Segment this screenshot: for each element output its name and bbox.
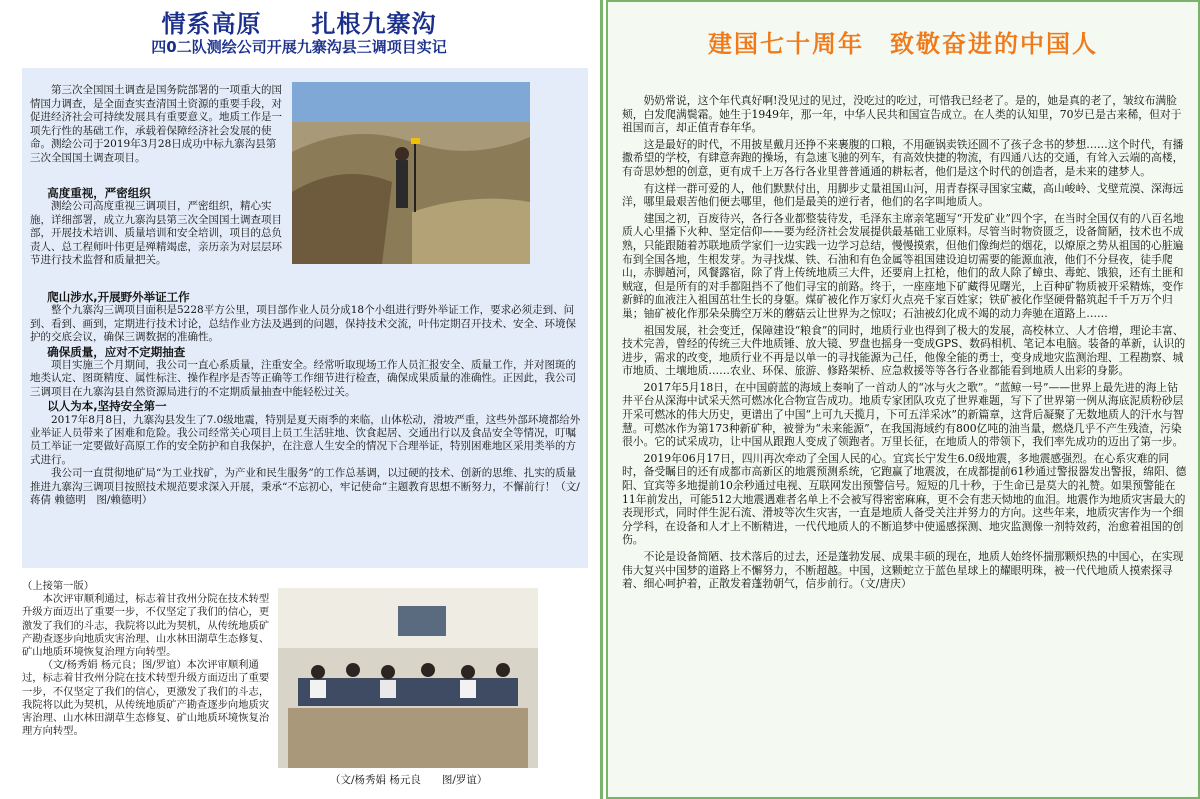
section-heading: 爬山涉水,开展野外举证工作 [47, 290, 190, 304]
body-paragraph: 2019年06月17日，四川再次牵动了全国人民的心。宜宾长宁发生6.0级地震，多地震感强烈。在心系灾难的同时，备受瞩目的还有成都市高新区的地震预测系统，它跑赢了地震波，在成都提前61秒通过警报器发出警报，绵阳、德阳、宜宾等多地提前10余秒通过电视、互联网发出预警信号。短短的几十秒，于生命已是莫大的礼赞。如果预警能在11年前发出，可能512大地震遇难者名单上不会被写得密密麻麻，更不会有悲天恸地的血泪。地震作为地质灾害最大的表现形式，同时伴生泥石流、滑坡等次生灾害，一直是地质人备受关注并努力的方向。这些年来，地质灾害作为一个细分学科，在设备和人才上不断精进，一代代地质人的不断追梦中使遥感探测、地灾监测像一剂特效药，治愈着祖国的创伤。 [622, 451, 1187, 547]
body-paragraph: 这是最好的时代，不用披星戴月还挣不来裹腹的口粮，不用砸锅卖铁还圆不了孩子念书的梦想……这个时代，有播撒希望的学校，有肆意奔跑的操场，有急速飞驰的列车，有高效快捷的物流，有四通八达的交通，有耸入云端的高楼，有奇思妙想的创意，更有成千上万各行各业里普普通通的耕耘者，他们是这个时代的创造者，是未来的建梦人。 [622, 137, 1184, 178]
continued-label: （上接第一版） [22, 580, 95, 592]
body-paragraph: 奶奶常说，这个年代真好啊!没见过的见过，没吃过的吃过，可惜我已经老了。是的，她是真的老了，皱纹布满脸颊，白发爬满鬓霜。她生于1949年，那一年，中华人民共和国宣告成立。在人类的认知里，70岁已是古来稀，但对于祖国而言，却正值青春年华。 [622, 94, 1182, 135]
continued-signature: （文/杨秀娟 杨元良 图/罗谊） [330, 774, 488, 786]
closing-paragraph: 我公司一直贯彻地矿局“为工业找矿，为产业和民生服务”的工作总基调，以过硬的技术、创新的思维、扎实的质量推进九寨沟三调项目按照技术规范要求深入开展，秉承“不忘初心，牢记使命”主题教育思想不断努力，不懈前行！（文/蒋倩 赖德明 图/赖德明） [30, 467, 580, 507]
right-article-panel [606, 0, 1200, 799]
left-article-panel [0, 0, 598, 799]
intro-paragraph: 第三次全国国土调查是国务院部署的一项重大的国情国力调查，是全面查实查清国土资源的重要手段，对促进经济社会可持续发展具有重要意义。地质工作是一项先行性的基础工作，承载着保障经济社会发展的使命。测绘公司于2019年3月28日成功中标九寨沟县第三次全国国土调查项目。 [30, 84, 282, 164]
continued-text: （文/杨秀娟 杨元良；图/罗谊）本次评审顺利通过，标志着甘孜州分院在技术转型升级方面迈出了重要一步，不仅坚定了我们的信心，更激发了我们的斗志，我院将以此为契机，从传统地质矿产勘查逐步向地质灾害治理、山水林田湖草生态修复、矿山地质环境恢复治理方向转型。 [22, 659, 270, 738]
right-article-title: 建国七十周年 致敬奋进的中国人 [708, 30, 1098, 58]
surveyor-hillside-photo [292, 82, 530, 264]
right-article-body [622, 94, 1188, 594]
column-divider [600, 0, 603, 799]
section-text: 整个九寨沟三调项目面积是5228平方公里，项目部作业人员分成18个小组进行野外举证工作，要求必须走到、问到、看到、画到，定期进行技术讨论，总结作业方法及遇到的问题，保持技术交流，叶伟定期召开技术、安全、环境保护的交底会议，确保三调数据的准确性。 [30, 304, 576, 344]
body-paragraph: 不论是设备简陋、技术落后的过去，还是蓬勃发展、成果丰硕的现在，地质人始终怀揣那颗炽热的中国心，在实现伟大复兴中国梦的道路上不懈努力，不断超越。中国，这颗蛇立于蓝色星球上的耀眼明珠，被一代代地质人摸索探寻着、细心呵护着，正散发着蓬勃朝气，信步前行。（文/唐庆） [622, 550, 1184, 591]
section-text: 2017年8月8日，九寨沟县发生了7.0级地震，特别是夏天雨季的来临，山体松动，滑坡严重，这些外部环境都给外业举证人员带来了困难和危险。我公司经常关心项目上员工生活驻地、饮食起居、交通出行以及食品安全等情况，叮嘱员工举证一定要做好高原工作的安全防护和自我保护，在注意人生安全的情况下合理举证，特别困难地区采用类举的方式进行。 [30, 413, 581, 466]
meeting-room-photo [278, 588, 538, 768]
body-paragraph: 建国之初，百废待兴，各行各业都整装待发，毛泽东主席亲笔题写“开发矿业”四个字，在当时全国仅有的八百名地质人心里播下火种、坚定信仰——要为经济社会发展提供最基础工业原料。尽管当时物资匮乏，设备简陋，技术也不成熟，只能跟随着苏联地质学家们一边实践一边学习总结，慢慢摸索，但他们像绚烂的烟花，以燎原之势从祖国的心脏遍布到全国各地，生根发芽。为寻找煤、铁、石油和有色金属等祖国建设迫切需要的能源血液，他们不分昼夜，徒手爬山，赤脚趟河，风餐露宿，除了背上传统地质三大件，还要肩上扛枪，他们的敌人除了蟑虫、毒蛇、饿狼，还有土匪和贼寇，但是所有的对手都阻挡不了他们寻宝的前路。终于，一座座地下矿藏得见曙光，上百种矿物质被开采精炼，变作新鲜的血液注入祖国茁壮生长的身躯。煤矿被化作万家灯火点亮千家百姓家；铁矿被化作坚硬骨骼筑起千千万万个归巢；铀矿被化作那朵朵腾空万米的蘑菇云让世界为之惊叹；石油被幻化成不竭的动力奔驰在道路上…… [622, 211, 1184, 320]
section-text: 项目实施三个月期间，我公司一直心系质量，注重安全。经常听取现场工作人员汇报安全、质量工作，并对图斑的地类认定、图斑精度、属性标注、操作程序是否等正确等工作细节进行检查，确保成果质量的准确性。正因此，我公司三调项目在九寨沟县自然资源局进行的不定期质量抽查中能轻松过关。 [30, 359, 576, 398]
section-heading: 高度重视，严密组织 [47, 186, 151, 200]
continued-text: 本次评审顺利通过，标志着甘孜州分院在技术转型升级方面迈出了重要一步，不仅坚定了我们的信心，更激发了我们的斗志，我院将以此为契机，从传统地质矿产勘查逐步向地质灾害治理、山水林田湖草生态修复、矿山地质环境恢复治理方向转型。 [22, 593, 270, 659]
section-1 [30, 186, 284, 267]
continued-article [22, 580, 276, 776]
section-2 [30, 290, 582, 508]
body-paragraph: 祖国发展，社会变迁，保障建设“粮食”的同时，地质行业也得到了极大的发展，高校林立、人才倍增，理论丰富、技术完善，曾经的传统三大件地质锤、放大镜、罗盘也摇身一变成GPS、数码相机、笔记本电脑。装备的革新，认识的进步，需求的改变，地质行业不再是以单一的寻找能源为己任，他像全能的勇士，变身成地灾监测治理、工程勘察、城市地质、土壤地质……农业、环保、旅游、修路架桥、应急救援等等各行各业都能看到地质人出彩的身影。 [622, 323, 1186, 378]
left-article-title: 情系高原 扎根九寨沟 [161, 10, 437, 38]
section-text: 测绘公司高度重视三调项目，严密组织，精心实施，详细部署，成立九寨沟县第三次全国国土调查项目部，开展技术培训、质量培训和安全培训，项目的总负责人、总工程师叶伟更是殚精竭虑，亲历亲为对层层环节进行技术监督和质量把关。 [30, 200, 282, 267]
left-article-subtitle: 四0二队测绘公司开展九寨沟县三调项目实记 [151, 38, 447, 56]
section-heading: 确保质量，应对不定期抽查 [47, 344, 186, 359]
body-paragraph: 2017年5月18日，在中国蔚蓝的海域上奏响了一首动人的“冰与火之歌”。“蓝鲸一号”——世界上最先进的海上钻井平台从深海中试采天然可燃冰化合物宣告成功。地质专家团队攻克了世界难题，写下了世界第一例从海底泥质粉砂层开采可燃冰的伟大历史，更谱出了中国“上可九天揽月，下可五洋采冰”的新篇章，这背后凝聚了无数地质人的汗水与智慧。可燃冰作为第173种新矿种，被誉为“未来能源”，在我国海域约有800亿吨的油当量，燃烧几乎不产生残渣，污染很小。它的试采成功，让中国从跟跑人变成了领跑者。万里长征，在地质人的带领下，我们率先成功的迈出了第一步。 [622, 380, 1184, 449]
section-heading: 以人为本,坚持安全第一 [47, 399, 167, 414]
body-paragraph: 有这样一群可爱的人，他们默默付出，用脚步丈量祖国山河，用青春探寻国家宝藏，高山峻岭、戈壁荒漠、深海远洋，哪里最艰苦他们便去哪里，他们是最美的逆行者，他们的名字叫地质人。 [622, 181, 1184, 209]
